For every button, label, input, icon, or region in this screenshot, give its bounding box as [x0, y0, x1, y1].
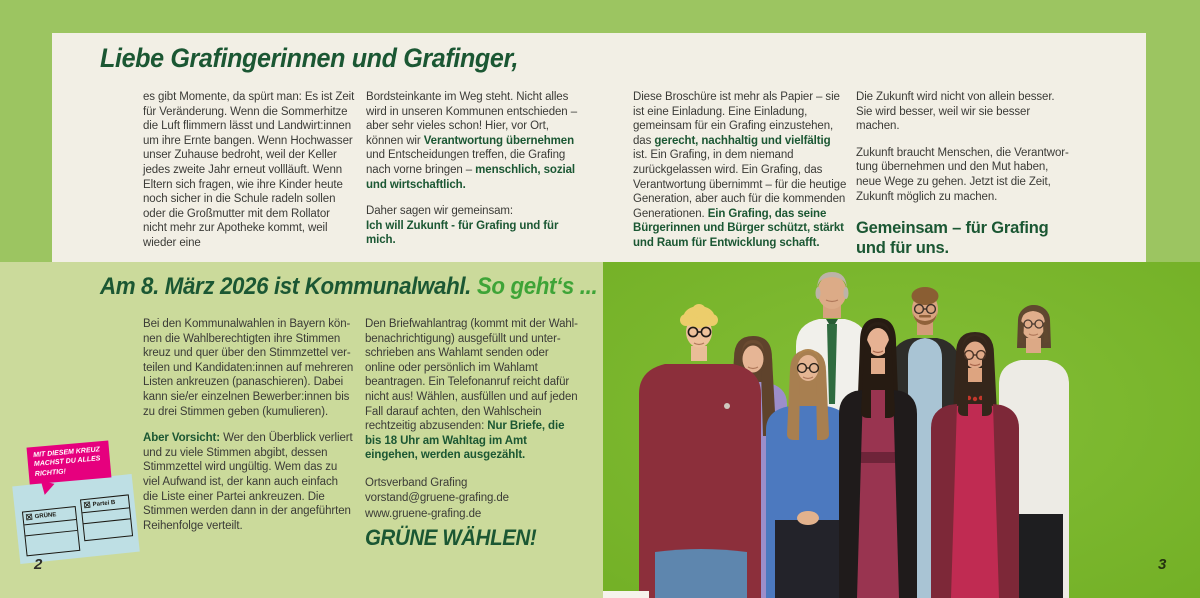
intro-heading: Liebe Grafingerinnen und Grafinger, — [100, 43, 519, 73]
election-column-1 — [143, 317, 355, 533]
text-run: Wer den Überblick verliert und zu viele Stimmen abgibt, dessen Stimmzettel wird ungültig. Wem das zu viel Aufwand ist, der kann auch einfach die Liste einer Partei ankreuzen. Die Stimmen werden dann in der angeführten Reihenfolge verteilt. — [143, 432, 353, 532]
highlight-run: Nur Briefe, die bis 18 Uhr am Wahltag im Amt eingehen, werden ausgezählt. — [365, 420, 565, 462]
intro-column-4 — [856, 90, 1070, 258]
text-run: Bordsteinkante im Weg steht. Nicht alles wird in unseren Kommunen entschieden – aber sehr vieles schon! Hier, vor Ort, können wir — [366, 91, 577, 147]
ballot-box-gruene — [22, 506, 80, 556]
group-photo-illustration — [603, 262, 1200, 598]
election-column-2 — [365, 317, 578, 551]
contact-email: vorstand@gruene-grafing.de — [365, 492, 509, 505]
ballot-box-partei-b — [80, 494, 133, 541]
intro-column-3 — [633, 90, 847, 251]
speech-bubble — [27, 440, 112, 484]
paragraph — [365, 317, 578, 463]
ballot-illustration — [8, 444, 148, 564]
party-label: GRÜNE — [34, 512, 57, 521]
text-run: es gibt Momente, da spürt man: Es ist Zeit für Veränderung. Wenn die Sommerhitze die Luft flimmern lässt und Landwirt:innen um ihre Ernte bangen. Wenn Hochwasser unser Zuhause bedroht, weil der Keller jedes zweite Jahr erneut vollläuft. Wenn Eltern sich fragen, wie ihre Kinder heute noch sicher in die Schule radeln sollen oder die Großmutter mit dem Rollator nicht mehr zur Apotheke kommt, weil wieder eine — [143, 91, 355, 249]
text-run: Diese Broschüre ist mehr als Papier – sie ist eine Einladung. Eine Einladung, gemeinsam für ein Grafing einzustehen, das — [633, 91, 840, 147]
heading-dark-part: Am 8. März 2026 ist Kommunalwahl. — [100, 273, 472, 300]
contact-org: Ortsverband Grafing — [365, 476, 468, 489]
highlight-run: Verantwortung übernehmen — [423, 134, 575, 147]
text-run: Den Briefwahlantrag (kommt mit der Wahlbenachrichtigung) ausgefüllt und unterschrieben ans Wahlamt senden oder online oder persönlich im Wahlamt beantragen. Ein Telefonanruf reicht dafür nicht aus! Wählen, ausfüllen und auf jeden Fall darauf achten, den Wahlschein rechtzeitig abzusenden: — [365, 318, 578, 433]
text-run: und Entscheidungen treffen, die Grafing nach vorne bringen – — [366, 149, 566, 176]
paragraph — [366, 90, 578, 192]
photo-edge-sliver — [603, 591, 649, 598]
text-run: Daher sagen wir gemeinsam: — [366, 205, 513, 218]
vote-green-slogan: GRÜNE WÄHLEN! — [365, 525, 537, 551]
paragraph — [366, 204, 578, 248]
paragraph — [633, 90, 847, 251]
paragraph: Die Zukunft wird nicht von allein besser. Sie wird besser, weil wir sie besser machen. — [856, 91, 1055, 133]
bubble-text: MIT DIESEM KREUZ MACHST DU ALLES RICHTIG! — [32, 446, 101, 478]
intro-panel — [52, 33, 1146, 262]
highlight-run: menschlich, sozial und wirtschaftlich. — [366, 163, 575, 191]
election-panel — [0, 262, 603, 598]
highlight-run: Aber Vorsicht: — [143, 432, 220, 445]
heading-green-part: So geht‘s ... — [476, 273, 598, 300]
election-heading — [100, 273, 597, 301]
intro-column-1 — [143, 90, 355, 251]
highlight-run: Ein Grafing, das seine Bürgerinnen und Bürger schützt, stärkt und Raum für Entwicklung schafft. — [633, 207, 844, 249]
paragraph — [143, 90, 355, 251]
highlight-run: Ich will Zukunft - für Grafing und für mich. — [366, 219, 559, 247]
contact-block — [365, 476, 578, 523]
paragraph: Bei den Kommunalwahlen in Bayern können die Wahlberechtigten ihre Stimmen kreuz und quer über den Stimmzettel verteilen und Kandidaten:innen auf mehreren Listen ankreuzen (panaschieren). Dabei kann sie/er einzelnen Bewerber:innen bis zu drei Stimmen geben (kumulieren). — [143, 318, 354, 418]
highlight-run: gerecht, nachhaltig und vielfältig — [654, 134, 831, 147]
paragraph — [143, 431, 355, 533]
checkbox-checked-icon: ☒ — [83, 500, 92, 511]
page-number-left: 2 — [34, 556, 43, 573]
intro-column-2 — [366, 90, 578, 248]
party-label: Partei B — [92, 499, 116, 509]
text-run: ist. Ein Grafing, in dem niemand zurückgelassen wird. Ein Grafing, das Verantwortung übernimmt – für die heutige Generation, aber auch für die kommenden Generationen. — [633, 149, 847, 220]
checkbox-checked-icon: ☒ — [25, 512, 34, 523]
contact-website: www.gruene-grafing.de — [365, 507, 482, 520]
intro-closing-slogan: Gemeinsam – für Grafing und für uns. — [856, 219, 1049, 258]
ballot-paper — [12, 474, 139, 564]
group-photo — [603, 262, 1200, 598]
page-number-right: 3 — [1158, 556, 1167, 573]
paragraph: Zukunft braucht Menschen, die Verantwortung übernehmen und den Mut haben, neue Wege zu gehen. Jetzt ist die Zeit, Zukunft möglich zu machen. — [856, 146, 1069, 203]
